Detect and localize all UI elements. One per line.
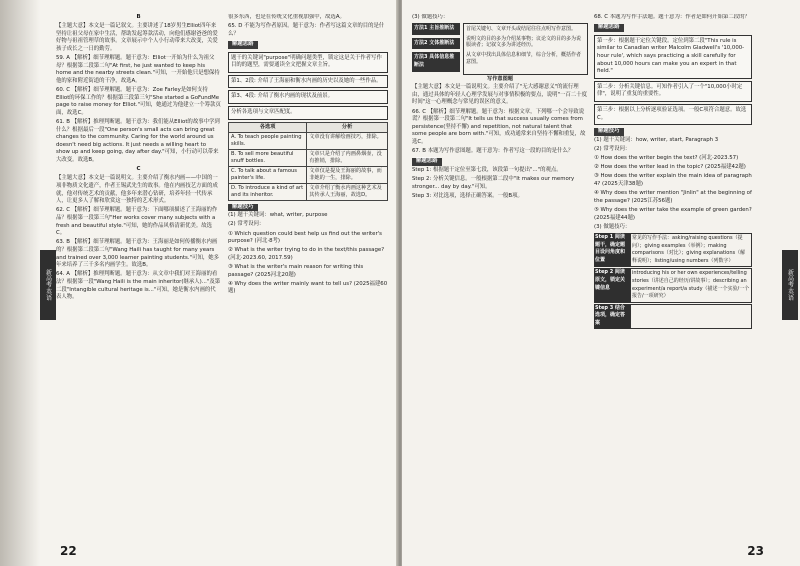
page-shadow [0,0,40,566]
paragraph: 【主题大意】本文是一篇说明文。主要介绍了衡水内画——中国的一项非物质文化遗产，作者王锡武先生的故事。他在内画技艺方面的成就，他对传统艺术的贡献，他多年来潜心钻研，培养年轻一代传承人，让更多人了解和欣赏这一独特的艺术形式。 [56,175,218,205]
paragraph: (1) 题干关键词：what, writer, purpose [228,212,328,219]
section-banner: 解题技巧 [594,128,624,136]
table-cell: B. To sell more beautiful snuff bottles. [229,149,307,166]
right-column-1 [412,14,588,546]
method-detail: 说明文的目的多为介绍某事物；议论文的目的多为说服读者；记叙文多为讲述经历。 [466,35,582,49]
paragraph: ④ Why does the writer mainly want to tell us? (2025福建60题) [228,280,388,295]
step-label: Step 2 阅读原文，锁定关键信息 [594,268,630,302]
step-row [594,233,752,267]
left-page [0,0,398,566]
paragraph: Step 3: 对比选项，选择正确答案。一般B项。 [412,192,523,199]
paragraph: ① Which question could best help us find out the writer's purpose? (河北·8考) [228,230,382,245]
method-label: 方法2 文体推断法 [412,38,460,50]
step-row [594,268,752,302]
page-number: 22 [60,544,77,558]
paragraph: (2) 常考设问： [594,145,631,152]
left-column-2 [228,14,388,546]
paragraph: ⑤ Why does the writer take the example of green garden? (2025福建44题) [594,207,752,221]
paragraph: 62. C 【解析】细节理解题。题干意为：下面哪项描述了王海丽的作品？根据第一段第三句"Her works cover many subjects with a fresh and beautiful style."可知，她的作品风格清新优美。故选C。 [56,207,218,237]
paragraph: 68. C 本题为写作手法题。题干意为：作者是如何开始第二段的？ [594,14,750,20]
paragraph: (2) 常考设问： [228,221,265,228]
section-heading: B [136,14,141,20]
right-column-2 [594,14,752,546]
paragraph: ③ What is the writer's main reason for writing this passage? (2025河北20题) [228,264,364,278]
table-cell: D. To introduce a kind of art and its inheritor. [229,183,307,200]
method-diagram [412,23,588,74]
table-header: 各选项 [229,122,307,132]
paragraph: ② How does the writer lead in the topic? (2025福建42题) [594,164,746,171]
analysis-box: 第二步：分析关键信息。可知作者引入了一个"10,000小时定律"，说明了重复的重要性。 [594,81,752,102]
table-row [229,166,388,183]
table-cell: A. To teach people painting skills. [229,132,307,149]
analysis-box: 题干的关键词"purpose"明确问题类型，锁定这是关于作者写作目的的题型，需要通读全文把握文章主旨。 [228,52,388,73]
paragraph: ④ Why does the writer mention "Jinlin" at the beginning of the passage? (2025江苏56题) [594,190,752,204]
table-row [229,149,388,166]
table-cell: C. To talk about a famous painter's life. [229,166,307,183]
diagram-center-label: 写作意图题 [487,75,513,82]
paragraph: 【主题大意】本文是一篇记叙文。主要讲述了18岁男生Elliot四年来坚持让祖父母在家中生活，帮助发起筹款活动，向他们感谢爸爸的爱好物与祖祖管理草的故事。文章展示中个人小行动带来大改变，关爱孩子成长之一日的勤劳。 [56,23,218,52]
method-detail: 首尾关键句、文章开头或结尾往往点明写作意图。 [466,26,577,33]
step-row [594,304,752,329]
paragraph: ③ How does the writer explain the main idea of paragraph 4? (2025天津38题) [594,173,752,188]
section-heading: C [136,166,141,173]
analysis-box: 第3、4段: 介绍了衡水内画的现状及前景。 [228,90,388,104]
paragraph: 67. B 本题为写作意图题。题干意为：作者写这一段的目的是什么？ [412,148,574,155]
table-cell: 文章没有讲解绘画技巧，排除。 [307,132,388,149]
paragraph: 66. C 【解析】细节理解题。题干意为：根据文章，下列哪一个会导致说谎？根据第一段第二句"It tells us that success usually comes from persistence(坚持不懈) and repetition, not natural talent that some people are born with."可知，成功通常来自坚持不懈和重复，故选C。 [412,108,586,145]
analysis-box: 第一步：根据题干定位关键段。定位到第二段"This rule is similar to Canadian writer Malcolm Gladwell's '10,000-hour rule', which says practicing a skill carefully for about 10,000 hours can make you an expert in that field." [594,35,752,79]
paragraph: 【主题大意】本文是一篇说明文。主要介绍了"无大感谢意义"的流行理由，通过具体的年轻人心理学发展与对事情积极的要点，说明"一百二十度时间"这一心理概念与常见的误区的意义。 [412,84,587,106]
section-banner: 解题思路 [594,24,624,32]
method-detail: 从文章中找出具体信息和细节，综合分析，概括作者意图。 [466,51,582,65]
step-label: Step 3 结合选项，确定答案 [594,304,630,329]
paragraph: 59. A 【解析】细节理解题。题干意为：Elliot一开始为什么为祖父母？根据第二段第二句"At first, he just wanted to keep his home and the nearby streets clean."可知，一开始他只是想保持他的家和附近街道的干净，故选A。 [56,55,220,84]
paragraph: (3) 做题技巧： [594,223,631,230]
paragraph: Step 2: 分析关键信息。一般根据第二段中"It makes our memory stronger... day by day."可知。 [412,176,575,190]
right-page [402,0,800,566]
options-table [228,122,388,201]
analysis-box: 第三步：根据以上分析逐项验证选项。一般C项符合题意。故选C。 [594,104,752,125]
side-tab: 新高考·英语 [782,250,798,320]
paragraph: 60. C 【解析】细节理解题。题干意为：Zoe Farley是如何支持Elliot的环保工作的？根据第三段第三句"She started a GoFundMe page to raise money for Elliot."可知，她通过为他建立一个筹款页面，故选C。 [56,87,221,116]
method-label: 方法1 主旨推断法 [412,23,460,35]
table-header: 分析 [307,122,388,132]
section-banner: 解题思路 [412,158,442,166]
paragraph: 63. B 【解析】细节理解题。题干意为：王海丽是如何传播衡水内画的？根据第二段第二句"Wang Haili has taught for many years and trained over 3,000 learner painting students."可知，她多年来培养了三千多名内画学生。故选B。 [56,239,220,269]
paragraph: (1) 题干关键词：how, writer, start, Paragraph 3 [594,136,719,143]
method-label: 方法3 具体信息推断法 [412,52,460,71]
table-row [229,183,388,200]
paragraph: 64. A 【解析】推理判断题。题干意为：从文章中我们对王海丽的看法？根据第一段"Wang Haili is the main inheritor(继承人)..."及第二段"Intangible cultural heritage is..."可知，她是衡水内画的代表人物。 [56,271,221,301]
step-content: introducing his or her own experiences/telling stories（讲述自己的经历/讲故事）；describing an experiment/a report/a study（描述一个实验/一个报告/一项研究） [630,268,752,302]
side-tab: 新高考·英语 [40,250,56,320]
paragraph: ② What is the writer trying to do in the text/this passage? (河北·2023.60, 2017.59) [228,247,385,261]
table-cell: 文章介绍了衡水内画这种艺术及其传承人王海丽，故选D。 [307,183,388,200]
page-number: 23 [747,544,764,558]
paragraph: (3) 做题技巧： [412,14,449,20]
section-banner: 解题技巧 [228,204,258,212]
paragraph: Step 1: 根据题干定位至第七段，该段第一句提出"..."的观点。 [412,166,562,173]
analysis-box: 第1、2段: 介绍了王海丽和衡水内画的历史以及她的一些作品。 [228,75,388,89]
step-content: 常见的写作手法：asking/raising questions（提问）；giving examples（举例）；making comparisons（对比）；giving explanations（解释说明）；listing/using numbers（列数字） [630,233,752,267]
paragraph: ① How does the writer begin the text? (河北·2023.57) [594,155,739,162]
paragraph: 61. B 【解析】推理判断题。题干意为：我们能从Elliot的故事中学到什么？根据最后一段"One person's small acts can bring great changes to the community. Caring for the world around us doesn't need big actions. It just needs a willing heart to show up and keep going, day after day."可知，小行动可以带来大改变。故选B。 [56,119,220,164]
steps-box [594,233,752,329]
left-column-1 [56,14,221,546]
analysis-box: 分析各选项与文章匹配度。 [228,106,388,120]
table-row [229,132,388,149]
step-content [630,304,752,329]
paragraph: 很多东西，也是在传统文化重视加强中，故选A。 [228,14,345,20]
table-cell: 文章仅是提及王海丽的故事，而非她的一生，排除。 [307,166,388,183]
step-label: Step 1 阅读题干，确定题目设问角度和位置 [594,233,630,267]
paragraph: 65. D 不能为写作者原因。题干意为：作者写这篇文章的目的是什么？ [228,23,385,37]
section-banner: 解题思路 [228,41,258,49]
table-cell: 文章只是介绍了内画鼻烟壶，没有推销，排除。 [307,149,388,166]
